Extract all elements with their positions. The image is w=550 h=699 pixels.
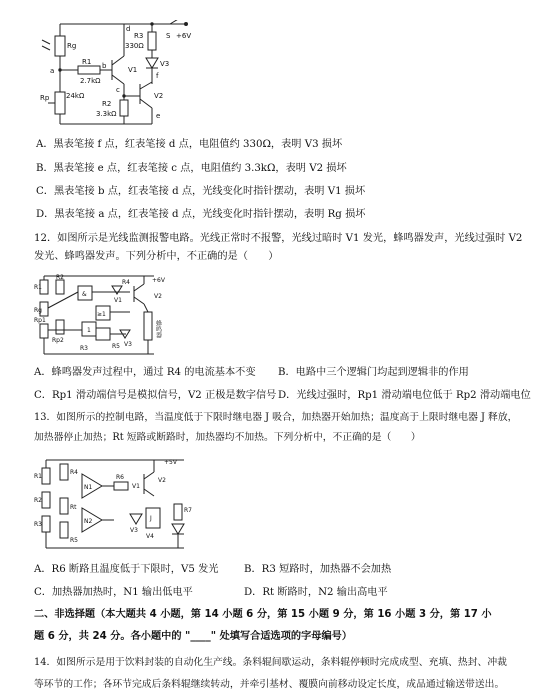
fig2-label-r3: R3	[80, 345, 88, 352]
section-2-heading-line2: 题 6 分，共 24 分。各小题中的 "____" 处填写合适选项的字母编号）	[34, 631, 353, 642]
q11-option-c: C．黑表笔接 b 点，红表笔接 d 点，光线变化时指针摆动，表明 V1 损坏	[36, 186, 366, 197]
fig1-label-v3: V3	[160, 60, 170, 68]
fig2-label-buzzer: 蜂鸣器	[154, 320, 162, 338]
fig3-label-plus5v: +5V	[164, 459, 177, 466]
q13-stem-line2: 加热器停止加热；Rt 短路或断路时，加热器均不加热。下列分析中，不正确的是（ ）	[34, 432, 421, 443]
fig1-label-b: b	[102, 62, 107, 70]
q13-stem-line1: 13．如图所示的控制电路，当温度低于下限时继电器 J 吸合，加热器开始加热；温度高于上限时继电器 J 释放，	[34, 412, 518, 423]
q13-option-b: B．R3 短路时，加热器不会加热	[244, 564, 392, 575]
q11-option-a: A．黑表笔接 f 点，红表笔接 d 点，电阻值约 330Ω，表明 V3 损坏	[36, 139, 343, 150]
fig3-label-v4: V4	[146, 533, 154, 540]
fig2-label-gate-not: 1	[87, 327, 91, 334]
fig2-label-plus6v: +6V	[152, 277, 165, 284]
q11-option-b: B．黑表笔接 e 点，红表笔接 c 点，电阻值约 3.3kΩ，表明 V2 损坏	[36, 163, 347, 174]
fig3-label-n2: N2	[84, 518, 93, 525]
fig1-label-d: d	[126, 25, 131, 33]
q14-stem-line2: 等环节的工作；各环节完成后条料辊继续转动，并牵引基材、覆膜向前移动设定长度，成品通过输送带送出。	[34, 679, 505, 690]
fig2-label-r2: R2	[56, 274, 64, 281]
fig1-label-r3-value: 330Ω	[125, 42, 144, 50]
fig2-label-r4: R4	[122, 279, 130, 286]
fig1-label-s: S	[166, 32, 171, 40]
fig2-label-gate-or: ≥1	[97, 311, 106, 318]
fig3-label-j: J	[150, 515, 152, 522]
fig2-label-v1: V1	[114, 297, 122, 304]
fig1-label-r1: R1	[82, 58, 92, 66]
q14-stem-line1: 14．如图所示是用于饮料封装的自动化生产线。条料辊间歇运动，条料辊停顿时完成成型、充填、热封、冲裁	[34, 657, 507, 668]
fig1-label-rg: Rg	[67, 42, 77, 50]
fig2-label-rg: Rg	[34, 307, 42, 314]
q12-option-b: B．电路中三个逻辑门均起到逻辑非的作用	[278, 367, 469, 378]
fig1-label-a: a	[50, 67, 55, 75]
fig1-label-rp-value: 24kΩ	[66, 92, 85, 100]
fig3-label-r5: R5	[70, 537, 78, 544]
fig3-label-r6: R6	[116, 474, 124, 481]
q13-option-a: A．R6 断路且温度低于下限时，V5 发光	[34, 564, 219, 575]
fig2-label-gate-and: &	[82, 291, 87, 298]
section-2-heading-line1: 二、非选择题（本大题共 4 小题，第 14 小题 6 分，第 15 小题 9 分，第 16 小题 3 分，第 17 小	[34, 609, 492, 620]
circuit-diagram-2	[34, 272, 176, 358]
fig3-label-v2: V2	[158, 477, 166, 484]
fig2-label-v3: V3	[124, 341, 132, 348]
fig2-label-rp1: Rp1	[34, 317, 46, 324]
fig2-label-r1: R1	[34, 284, 42, 291]
fig1-label-plus6v: +6V	[176, 32, 192, 40]
fig2-label-r5: R5	[112, 343, 120, 350]
q13-option-c: C．加热器加热时，N1 输出低电平	[34, 587, 193, 598]
q12-option-c: C．Rp1 滑动端信号是模拟信号，V2 正极是数字信号	[34, 390, 277, 401]
fig3-label-r4: R4	[70, 469, 78, 476]
fig1-label-r2: R2	[102, 100, 112, 108]
fig1-label-r3: R3	[134, 32, 144, 40]
fig1-label-c: c	[116, 86, 120, 94]
fig3-label-v1: V1	[132, 483, 140, 490]
fig1-label-v1: V1	[128, 66, 138, 74]
fig1-label-r1-value: 2.7kΩ	[80, 77, 101, 85]
circuit-diagram-3	[34, 454, 204, 554]
fig3-label-r7: R7	[184, 507, 192, 514]
fig3-label-r2: R2	[34, 497, 42, 504]
fig1-label-e: e	[156, 112, 161, 120]
fig1-label-f: f	[156, 72, 159, 80]
q12-option-a: A．蜂鸣器发声过程中，通过 R4 的电流基本不变	[34, 367, 256, 378]
fig2-label-v2: V2	[154, 293, 162, 300]
fig3-label-v3: V3	[130, 527, 138, 534]
circuit-diagram-1	[40, 20, 200, 128]
fig3-label-r1: R1	[34, 473, 42, 480]
fig1-label-rp: Rp	[40, 94, 50, 102]
fig1-label-r2-value: 3.3kΩ	[96, 110, 117, 118]
fig1-label-v2: V2	[154, 92, 164, 100]
q11-option-d: D．黑表笔接 a 点，红表笔接 d 点，光线变化时指针摆动，表明 Rg 损坏	[36, 209, 366, 220]
q12-stem-line1: 12．如图所示是光线监测报警电路。光线正常时不报警，光线过暗时 V1 发光，蜂鸣器发声，光线过强时 V2	[34, 233, 523, 244]
q12-option-d: D．光线过强时，Rp1 滑动端电位低于 Rp2 滑动端电位	[278, 390, 531, 401]
fig3-label-rt: Rt	[70, 504, 77, 511]
fig2-label-rp2: Rp2	[52, 337, 64, 344]
fig3-label-r3: R3	[34, 521, 42, 528]
q12-stem-line2: 发光、蜂鸣器发声。下列分析中，不正确的是（ ）	[34, 251, 279, 262]
fig3-label-n1: N1	[84, 484, 93, 491]
q13-option-d: D．Rt 断路时，N2 输出高电平	[244, 587, 388, 598]
